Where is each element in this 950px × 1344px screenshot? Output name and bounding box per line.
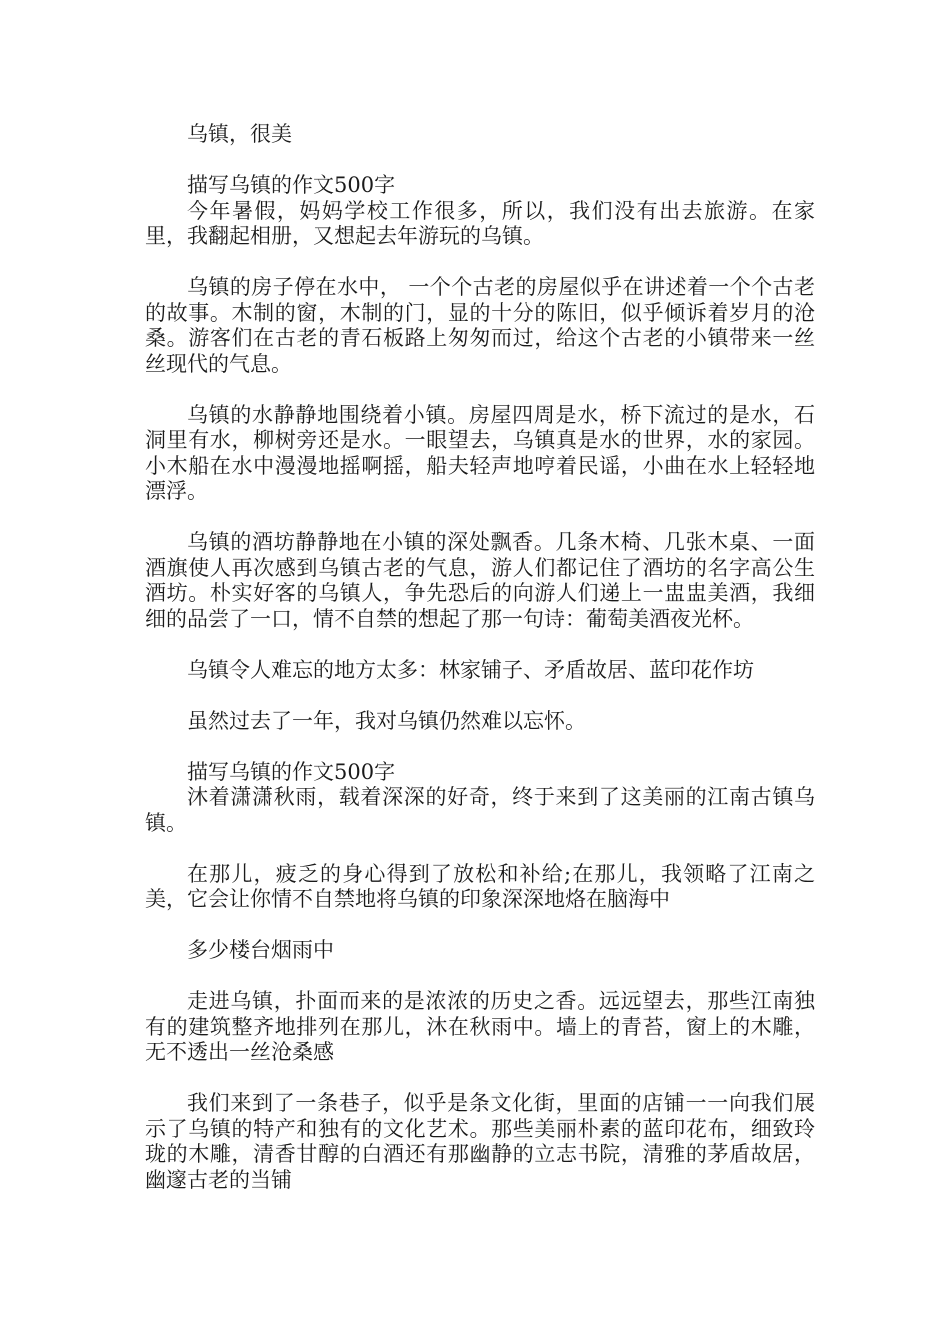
paragraph: 在那儿，疲乏的身心得到了放松和补给;在那儿，我领略了江南之美，它会让你情不自禁地将乌镇的印象深深地烙在脑海中 [145,861,815,911]
paragraph: 乌镇的酒坊静静地在小镇的深处飘香。几条木椅、几张木桌、一面酒旗使人再次感到乌镇古老的气息，游人们都记住了酒坊的名字高公生酒坊。朴实好客的乌镇人，争先恐后的向游人们递上一盅盅美酒，我细细的品尝了一口，情不自禁的想起了那一句诗：葡萄美酒夜光杯。 [145,530,815,631]
paragraph: 乌镇的房子停在水中， 一个个古老的房屋似乎在讲述着一个个古老的故事。木制的窗，木制的门，显的十分的陈旧，似乎倾诉着岁月的沧桑。游客们在古老的青石板路上匆匆而过，给这个古老的小镇带来一丝丝现代的气息。 [145,275,815,376]
paragraph: 我们来到了一条巷子，似乎是条文化街，里面的店铺一一向我们展示了乌镇的特产和独有的文化艺术。那些美丽朴素的蓝印花布，细致玲珑的木雕，清香甘醇的白酒还有那幽静的立志书院，清雅的茅盾故居，幽邃古老的当铺 [145,1091,815,1192]
document-body [145,122,815,1193]
paragraph: 多少楼台烟雨中 [187,938,334,962]
paragraph: 乌镇令人难忘的地方太多：林家铺子、矛盾故居、蓝印花作坊 [187,657,754,682]
section-heading: 描写乌镇的作文500字 [187,173,396,197]
paragraph: 走进乌镇，扑面而来的是浓浓的历史之香。远远望去，那些江南独有的建筑整齐地排列在那儿，沐在秋雨中。墙上的青苔，窗上的木雕，无不透出一丝沧桑感 [145,989,815,1064]
paragraph: 乌镇的水静静地围绕着小镇。房屋四周是水，桥下流过的是水，石洞里有水，柳树旁还是水。一眼望去，乌镇真是水的世界，水的家园。小木船在水中漫漫地摇啊摇，船夫轻声地哼着民谣，小曲在水上轻轻地漂浮。 [145,402,815,503]
paragraph: 虽然过去了一年，我对乌镇仍然难以忘怀。 [187,708,586,733]
document-title: 乌镇，很美 [187,122,292,146]
section-heading: 描写乌镇的作文500字 [187,759,396,784]
paragraph: 今年暑假，妈妈学校工作很多，所以，我们没有出去旅游。在家里，我翻起相册，又想起去年游玩的乌镇。 [145,198,815,248]
paragraph: 沐着潇潇秋雨，载着深深的好奇，终于来到了这美丽的江南古镇乌镇。 [145,785,815,835]
